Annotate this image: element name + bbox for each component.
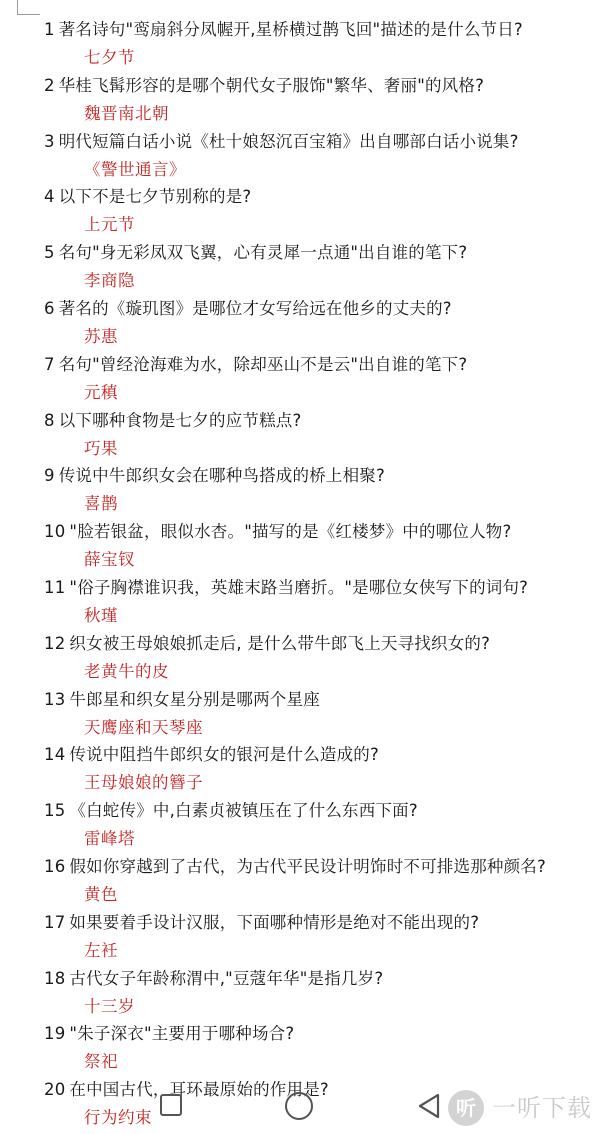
question [44,965,383,993]
qa-item-4 [0,183,600,239]
question-number: 8 [44,410,55,430]
question-number: 15 [44,801,66,821]
question [44,351,467,379]
watermark [448,1088,598,1128]
answer: 薛宝钗 [84,550,135,570]
question-number: 16 [44,856,66,876]
question [44,128,519,156]
qa-item-9 [0,462,600,518]
question [44,630,490,658]
triangle-back-icon[interactable] [412,1089,446,1123]
qa-item-10 [0,518,600,574]
watermark-logo [448,1090,484,1126]
qa-item-13 [0,686,600,742]
circle-icon[interactable] [285,1092,313,1120]
question [44,295,452,323]
question-text: 华桂飞髯形容的是哪个朝代女子服饰"繁华、奢丽"的风格? [58,75,485,95]
question-number: 13 [44,689,66,709]
qa-item-19 [0,1020,600,1076]
question-text: 名句"身无彩凤双飞翼，心有灵犀一点通"出自谁的笔下? [58,243,468,263]
question [44,1020,294,1048]
question-text: 明代短篇白话小说《杜十娘怒沉百宝箱》出自哪部白话小说集? [58,131,519,151]
qa-item-1 [0,16,600,72]
answer: 元稹 [84,382,118,402]
question-text: 著名诗句"鸾扇斜分凤幄开,星桥横过鹊飞回"描述的是什么节日? [58,20,523,39]
question-text: 传说中阻挡牛郎织女的银河是什么造成的? [69,745,379,765]
question [44,462,385,490]
question-text: 《白蛇传》中,白素贞被镇压在了什么东西下面? [69,801,418,821]
question-number: 5 [44,243,55,263]
question-text: 传说中牛郎织女会在哪种鸟搭成的桥上相聚? [58,466,385,486]
question-number: 3 [44,131,55,151]
question-number: 7 [44,354,55,374]
answer: 老黄牛的皮 [84,661,169,681]
question [44,853,546,881]
answer: 雷峰塔 [84,829,135,849]
answer: 魏晋南北朝 [84,103,169,123]
question-number: 2 [44,75,55,95]
question [44,16,523,44]
qa-item-16 [0,853,600,909]
answer: 喜鹊 [84,494,118,514]
answer: 《警世通言》 [84,159,186,179]
question-text: 以下不是七夕节别称的是? [58,187,252,207]
qa-item-14 [0,741,600,797]
question-number: 12 [44,633,66,653]
answer: 王母娘娘的簪子 [84,773,203,793]
question-text: 牛郎星和织女星分别是哪两个星座 [69,689,320,709]
question-number: 4 [44,187,55,207]
question-number: 1 [44,20,55,39]
answer: 左衽 [84,940,118,960]
answer: 李商隐 [84,271,135,291]
qa-item-6 [0,295,600,351]
page-corner-mark [17,0,40,15]
question [44,239,467,267]
qa-item-8 [0,407,600,463]
question-number: 10 [44,522,66,542]
qa-item-18 [0,965,600,1021]
qa-item-2 [0,72,600,128]
answer: 黄色 [84,884,118,904]
answer: 行为约束 [84,1108,152,1128]
question-number: 9 [44,466,55,486]
question [44,741,379,769]
answer: 天鹰座和天琴座 [84,717,203,737]
answer: 七夕节 [84,48,135,67]
question-number: 19 [44,1024,66,1044]
answer: 祭祀 [84,1052,118,1072]
qa-item-15 [0,797,600,853]
question [44,183,251,211]
square-icon[interactable] [160,1094,182,1116]
question-text: 以下哪种食物是七夕的应节糕点? [58,410,302,430]
question-text: "脸若银盆，眼似水杏。"描写的是《红楼梦》中的哪位人物? [69,522,512,542]
qa-list [0,16,600,1132]
question [44,574,528,602]
question-text: 织女被王母娘娘抓走后, 是什么带牛郎飞上天寻找织女的? [69,633,491,653]
question-text: 著名的《璇玑图》是哪位才女写给远在他乡的丈夫的? [58,298,452,318]
qa-item-17 [0,909,600,965]
answer: 巧果 [84,438,118,458]
question-number: 17 [44,912,66,932]
question-number: 14 [44,745,66,765]
qa-item-7 [0,351,600,407]
navigation-bar [0,1084,600,1134]
question [44,518,511,546]
qa-item-12 [0,630,600,686]
answer: 上元节 [84,215,135,235]
answer: 十三岁 [84,996,135,1016]
answer: 秋瑾 [84,605,118,625]
question-text: 假如你穿越到了古代，为古代平民设计明饰时不可排选那种颜名? [69,856,546,876]
question [44,909,479,937]
question [44,407,301,435]
question [44,686,320,714]
question-number: 18 [44,968,66,988]
question-number: 20 [44,1080,66,1100]
qa-item-5 [0,239,600,295]
question [44,797,418,825]
question-number: 11 [44,577,66,597]
question-text: "朱子深衣"主要用于哪种场合? [69,1024,295,1044]
watermark-text: 一听下载 [492,1094,592,1122]
question-text: "俗子胸襟谁识我，英雄末路当磨折。"是哪位女侠写下的词句? [69,577,529,597]
question-number: 6 [44,298,55,318]
question-text: 古代女子年龄称渭中,"豆蔻年华"是指几岁? [69,968,384,988]
question [44,72,484,100]
question-text: 在中国古代，耳环最原始的作用是? [69,1080,329,1100]
question-text: 名句"曾经沧海难为水，除却巫山不是云"出自谁的笔下? [58,354,468,374]
watermark-logo-glyph: 听 [456,1096,476,1120]
question-text: 如果要着手设计汉服，下面哪种情形是绝对不能出现的? [69,912,480,932]
answer: 苏惠 [84,326,118,346]
qa-item-11 [0,574,600,630]
qa-item-3 [0,128,600,184]
